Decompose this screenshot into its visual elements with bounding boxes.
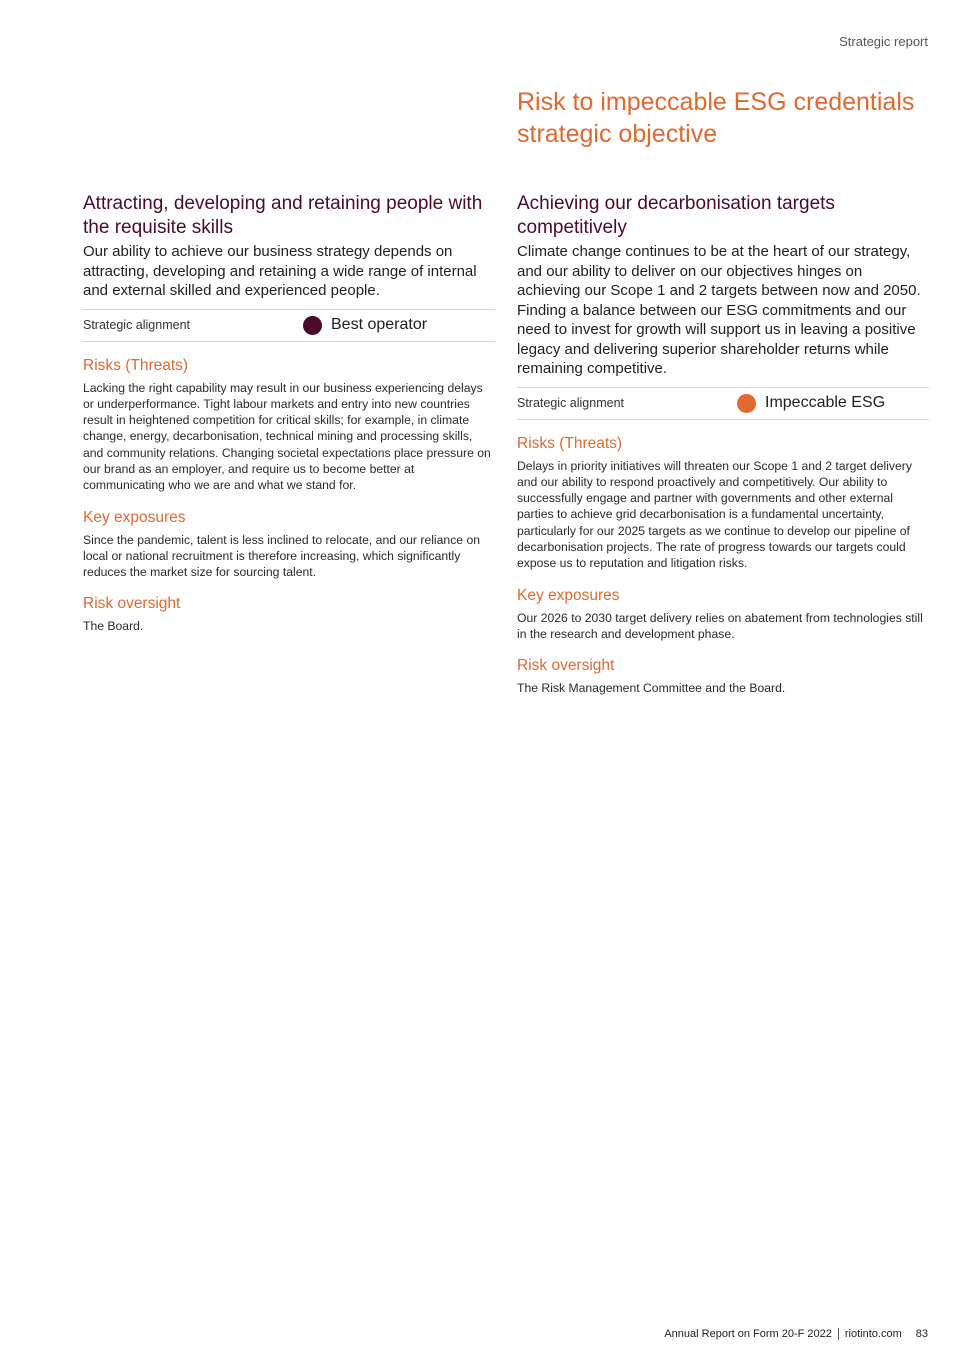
page-title: Risk to impeccable ESG credentials strategic objective	[517, 88, 915, 148]
strategic-alignment-value	[303, 310, 427, 341]
strategic-alignment-label: Strategic alignment	[517, 396, 625, 410]
risk-intro: Climate change continues to be at the heart of our strategy, and our ability to deliver on our objectives hinges on achieving our Scope 1 and 2 targets between now and 2050. Finding a balance between our ESG commitments and our need to invest for growth will support us in leaving a positive legacy and delivering superior shareholder returns while remaining competitive.	[517, 243, 921, 377]
key-exposures-text: Our 2026 to 2030 target delivery relies on abatement from technologies still in the research and development phase.	[517, 610, 923, 641]
key-exposures-heading: Key exposures	[517, 586, 620, 604]
website-link[interactable]: riotinto.com	[844, 1328, 902, 1340]
key-exposures-text: Since the pandemic, talent is less inclined to relocate, and our reliance on local or national recruitment is therefore increasing, which significantly reduces the market size for sourcing talent.	[83, 532, 481, 580]
page-footer	[664, 1328, 928, 1340]
circle-icon	[303, 316, 322, 335]
risk-oversight-heading: Risk oversight	[83, 595, 181, 613]
risk-intro: Our ability to achieve our business strategy depends on attracting, developing and retaining a wide range of internal and external skilled and experienced people.	[83, 243, 477, 299]
strategic-alignment-label: Strategic alignment	[83, 318, 191, 332]
circle-icon	[737, 394, 756, 413]
strategic-alignment-row	[517, 387, 929, 420]
risks-heading: Risks (Threats)	[83, 356, 189, 374]
key-exposures-heading: Key exposures	[83, 508, 186, 526]
risk-oversight-heading: Risk oversight	[517, 657, 615, 675]
page-number: 83	[915, 1328, 928, 1340]
risks-text: Lacking the right capability may result in our business experiencing delays or underperformance. Tight labour markets and entry into new countries result in heightened competition for critical skills; for example, in climate change, energy, decarbonisation, technical mining and processing skills, and community relations. Changing societal expectations place pressure on our brand as an employer, and require us to become better at communicating who we are and what we stand for.	[83, 380, 491, 493]
risk-column-decarbonisation	[517, 192, 929, 696]
strategic-alignment-value	[737, 388, 885, 419]
report-name: Annual Report on Form 20-F 2022	[664, 1328, 832, 1340]
risks-heading: Risks (Threats)	[517, 434, 623, 452]
risk-title: Attracting, developing and retaining people with the requisite skills	[83, 193, 483, 238]
alignment-value-text: Impeccable ESG	[765, 394, 886, 411]
risks-text: Delays in priority initiatives will threaten our Scope 1 and 2 target delivery and our ability to respond proactively and competitively. Our ability to successfully engage and partner with governments and other external parties to achieve grid decarbonisation is a fundamental uncertainty, particularly for our 2025 targets as we continue to develop our pipeline of decarbonisation projects. The rate of progress towards our targets could expose us to reputation and litigation risks.	[517, 458, 912, 571]
footer-divider	[838, 1328, 839, 1340]
risk-oversight-text: The Board.	[83, 619, 144, 634]
alignment-value-text: Best operator	[331, 316, 428, 333]
risk-column-people	[83, 192, 495, 635]
risk-title: Achieving our decarbonisation targets competitively	[517, 193, 835, 238]
section-label: Strategic report	[839, 34, 928, 49]
strategic-alignment-row	[83, 309, 495, 342]
risk-oversight-text: The Risk Management Committee and the Board.	[517, 681, 786, 696]
